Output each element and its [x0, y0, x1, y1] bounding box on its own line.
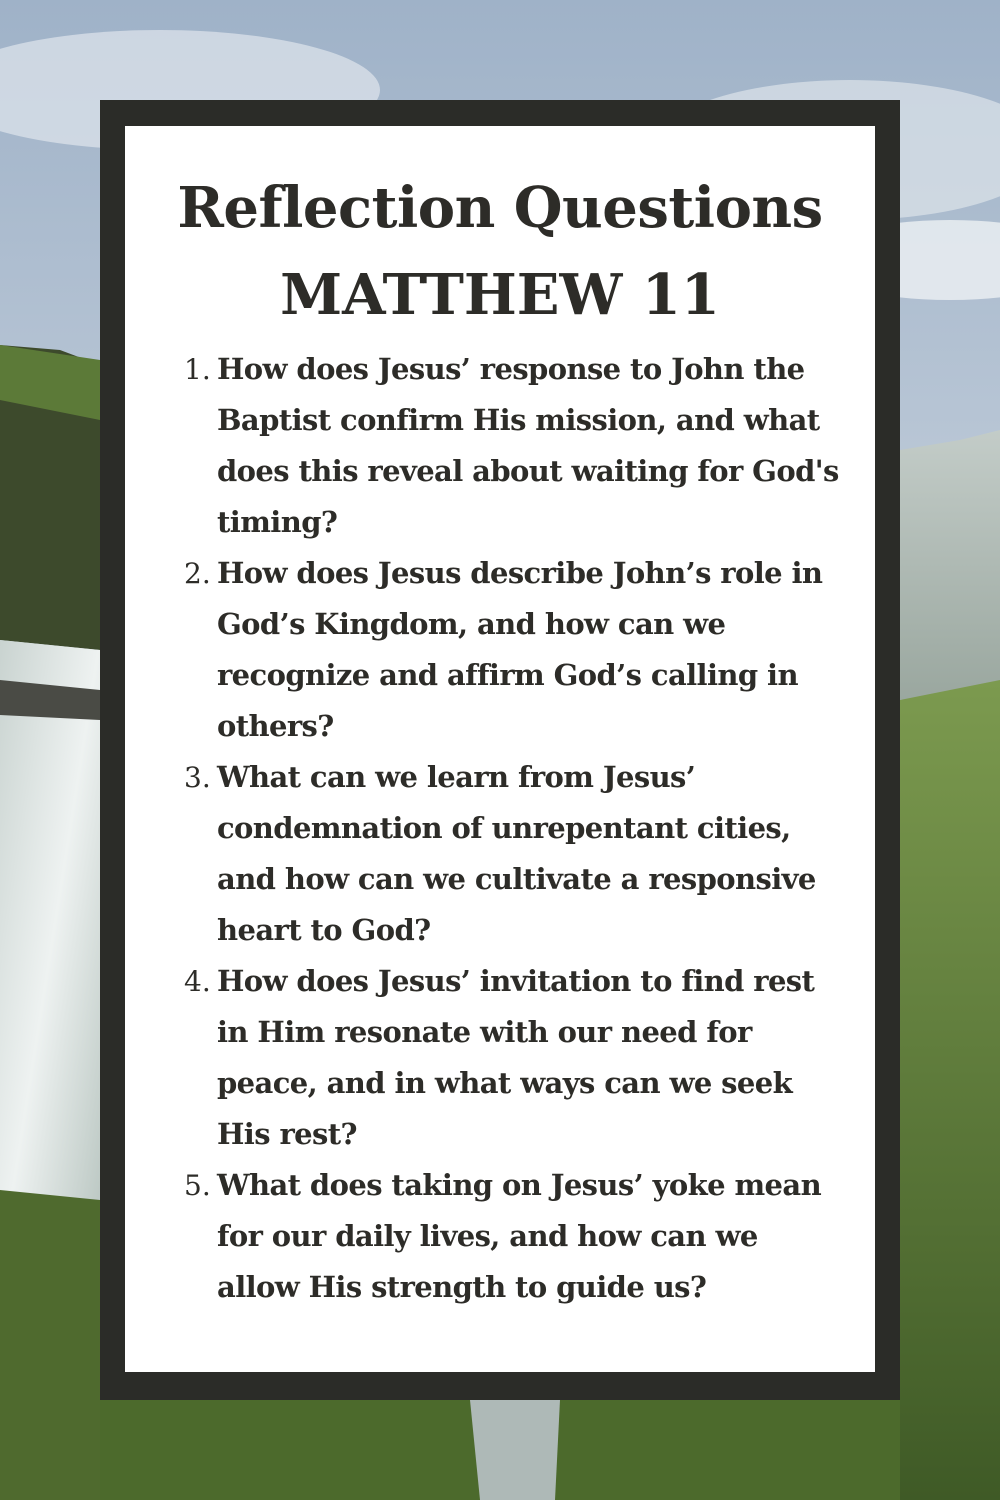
question-text: What does taking on Jesus’ yoke mean for our daily lives, and how can we allow His strength to guide us?: [217, 1168, 822, 1304]
question-number: 2.: [184, 557, 211, 590]
question-item: [184, 1160, 845, 1313]
question-item: [184, 344, 845, 548]
page-title: Reflection Questions: [177, 175, 823, 241]
question-text: What can we learn from Jesus’ condemnation of unrepentant cities, and how can we cultivate a responsive heart to God?: [217, 760, 816, 947]
question-number: 3.: [184, 761, 211, 794]
question-text: How does Jesus’ response to John the Baptist confirm His mission, and what does this reveal about waiting for God's timing?: [217, 352, 839, 539]
question-item: [184, 548, 845, 752]
question-text: How does Jesus’ invitation to find rest in Him resonate with our need for peace, and in what ways can we seek His rest?: [217, 964, 815, 1151]
question-item: [184, 956, 845, 1160]
question-list: [184, 344, 845, 1313]
page-subtitle: MATTHEW 11: [280, 262, 720, 328]
question-number: 4.: [184, 965, 211, 998]
question-number: 1.: [184, 353, 211, 386]
card-frame: [100, 100, 900, 1400]
question-item: [184, 752, 845, 956]
question-text: How does Jesus describe John’s role in God’s Kingdom, and how can we recognize and affirm God’s calling in others?: [217, 556, 823, 743]
card-content: [125, 126, 875, 1372]
question-number: 5.: [184, 1169, 211, 1202]
